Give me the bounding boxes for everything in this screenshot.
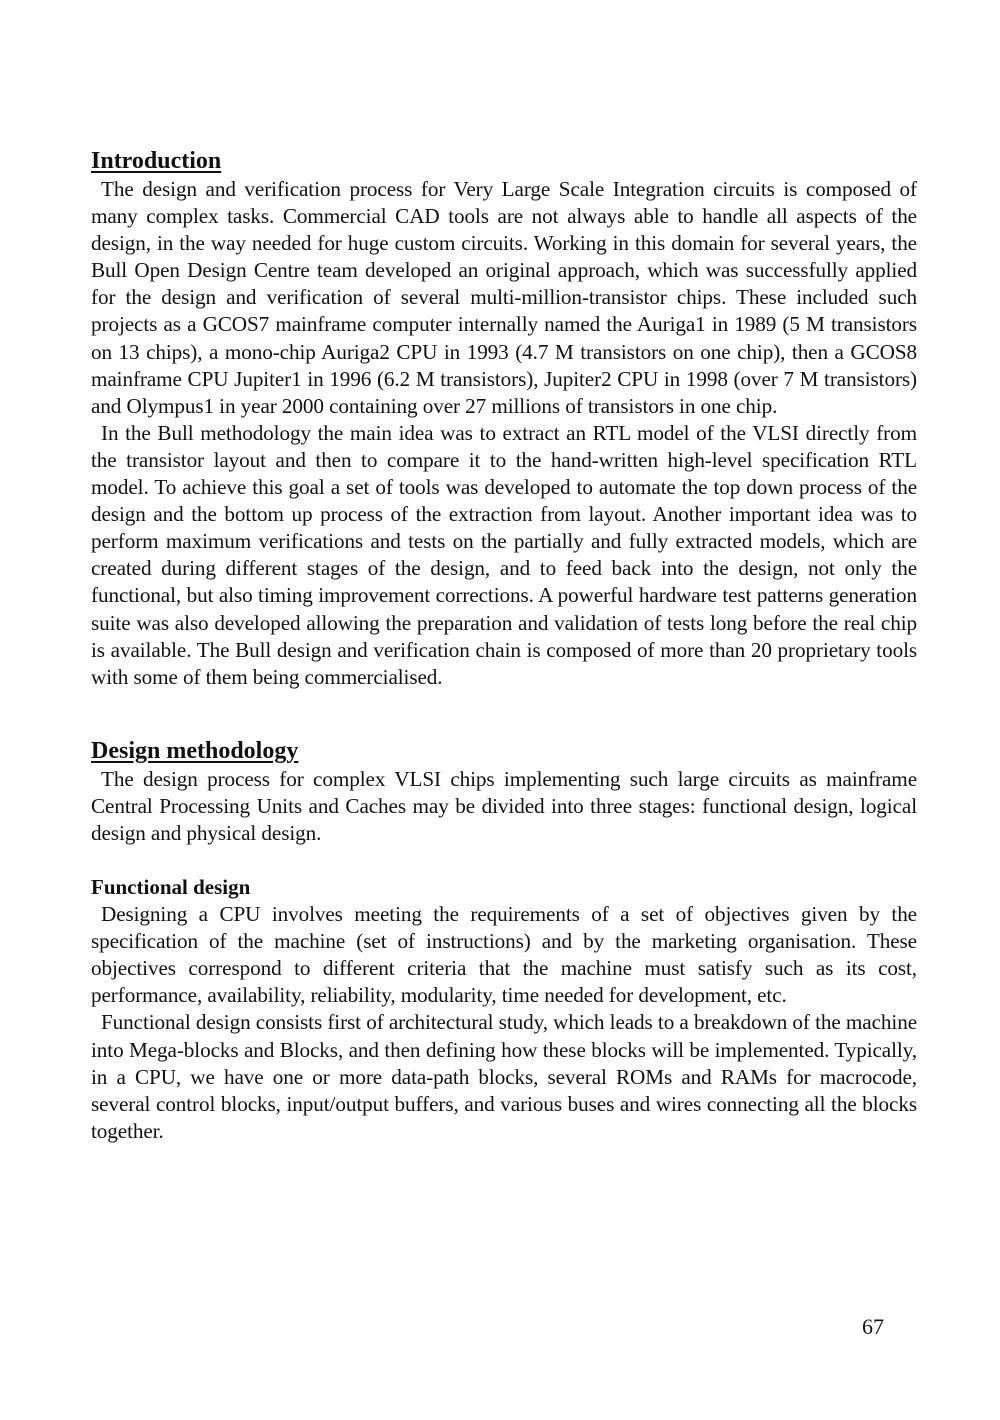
- section-spacer: [91, 691, 917, 736]
- section-title-design-methodology: Design methodology: [91, 737, 299, 764]
- section-title-introduction: Introduction: [91, 148, 222, 174]
- page-number: 67: [862, 1314, 884, 1339]
- paragraph: The design process for complex VLSI chips implementing such large circuits as mainframe Central Processing Units and Caches may be divided into three stages: functional design, logical design and physical design.: [91, 766, 917, 845]
- subsection-title-functional-design: Functional design: [91, 875, 251, 900]
- document-page: [91, 146, 917, 1145]
- paragraph: In the Bull methodology the main idea was to extract an RTL model of the VLSI directly from the transistor layout and then to compare it to the hand-written high-level specification RTL model. To achieve this goal a set of tools was developed to automate the top down process of the design and the bottom up process of the extraction from layout. Another important idea was to perform maximum verifications and tests on the partially and fully extracted models, which are created during different stages of the design, and to feed back into the design, not only the functional, but also timing improvement corrections. A powerful hardware test patterns generation suite was also developed allowing the preparation and validation of tests long before the real chip is available. The Bull design and verification chain is composed of more than 20 proprietary tools with some of them being commercialised.: [91, 420, 917, 689]
- subsection-spacer: [91, 847, 917, 874]
- paragraph: Functional design consists first of architectural study, which leads to a breakdown of the machine into Mega-blocks and Blocks, and then defining how these blocks will be implemented. Typically, in a CPU, we have one or more data-path blocks, several ROMs and RAMs for macrocode, several control blocks, input/output buffers, and various buses and wires connecting all the blocks together.: [91, 1010, 917, 1143]
- section-design-methodology: [91, 736, 917, 1145]
- section-introduction: [91, 146, 917, 691]
- paragraph: Designing a CPU involves meeting the requirements of a set of objectives given by the specification of the machine (set of instructions) and by the marketing organisation. These objectives correspond to different criteria that the machine must satisfy such as its cost, performance, availability, reliability, modularity, time needed for development, etc.: [91, 902, 917, 1008]
- paragraph: The design and verification process for Very Large Scale Integration circuits is composed of many complex tasks. Commercial CAD tools are not always able to handle all aspects of the design, in the way needed for huge custom circuits. Working in this domain for several years, the Bull Open Design Centre team developed an original approach, which was successfully applied for the design and verification of several multi-million-transistor chips. These included such projects as a GCOS7 mainframe computer internally named the Auriga1 in 1989 (5 M transistors on 13 chips), a mono-chip Auriga2 CPU in 1993 (4.7 M transistors on one chip), then a GCOS8 mainframe CPU Jupiter1 in 1996 (6.2 M transistors), Jupiter2 CPU in 1998 (over 7 M transistors) and Olympus1 in year 2000 containing over 27 millions of transistors in one chip.: [91, 177, 917, 418]
- subsection-functional-design: [91, 874, 917, 1145]
